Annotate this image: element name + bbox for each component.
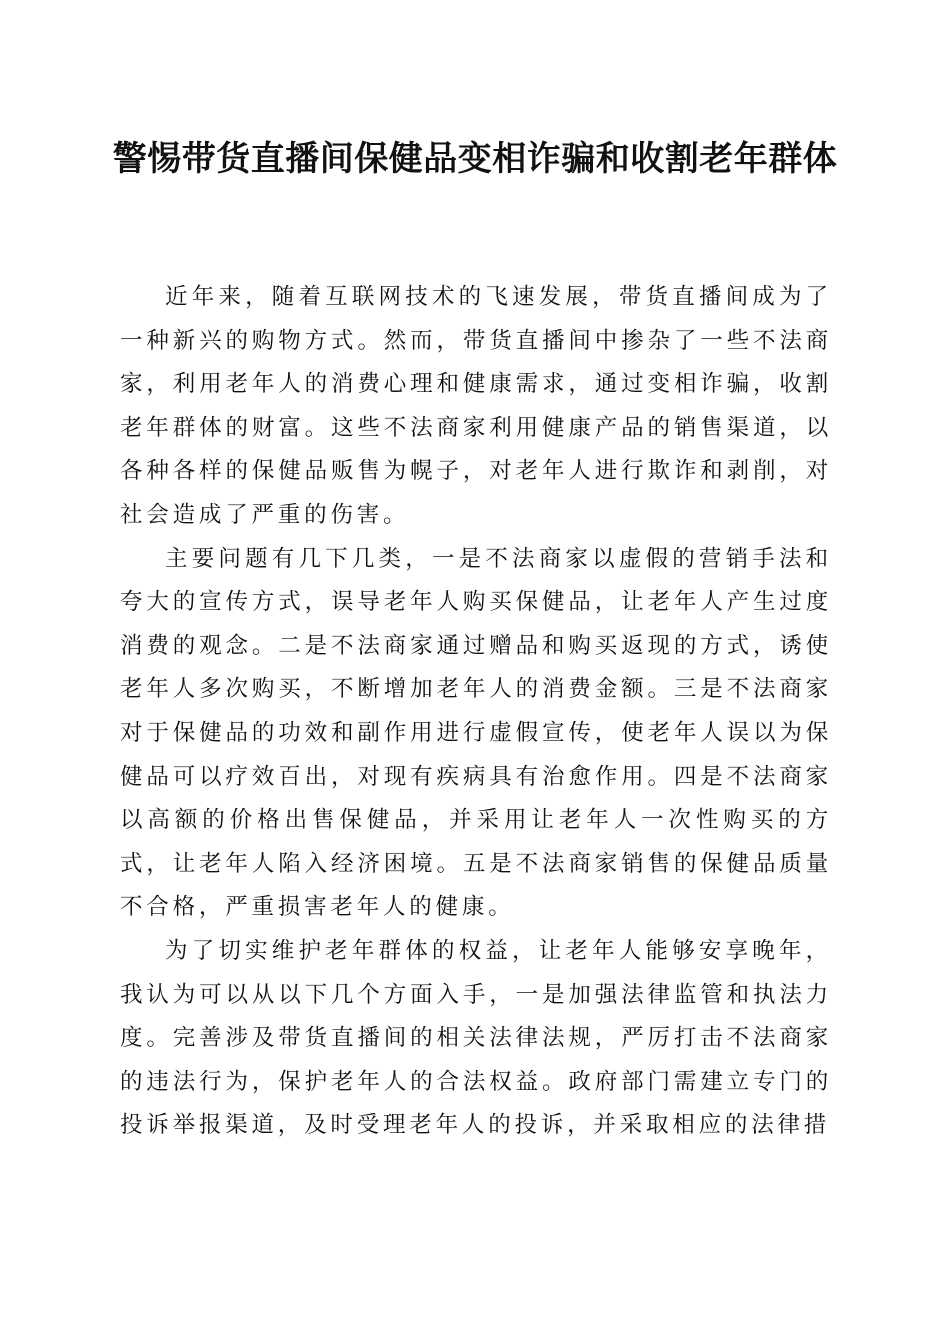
paragraph-intro: 近年来，随着互联网技术的飞速发展，带货直播间成为了一种新兴的购物方式。然而，带货直播间中掺杂了一些不法商家，利用老年人的消费心理和健康需求，通过变相诈骗，收割老年群体的财富。这些不法商家利用健康产品的销售渠道，以各种各样的保健品贩售为幌子，对老年人进行欺诈和剥削，对社会造成了严重的伤害。: [120, 284, 832, 528]
paragraph-problems: 主要问题有几下几类，一是不法商家以虚假的营销手法和夸大的宣传方式，误导老年人购买保健品，让老年人产生过度消费的观念。二是不法商家通过赠品和购买返现的方式，诱使老年人多次购买，不断增加老年人的消费金额。三是不法商家对于保健品的功效和副作用进行虚假宣传，使老年人误以为保健品可以疗效百出，对现有疾病具有治愈作用。四是不法商家以高额的价格出售保健品，并采用让老年人一次性购买的方式，让老年人陷入经济困境。五是不法商家销售的保健品质量不合格，严重损害老年人的健康。: [120, 545, 832, 921]
document-title: 警惕带货直播间保健品变相诈骗和收割老年群体: [112, 139, 838, 179]
document-body: [120, 276, 832, 1148]
paragraph-solutions: 为了切实维护老年群体的权益，让老年人能够安享晚年，我认为可以从以下几个方面入手，一是加强法律监管和执法力度。完善涉及带货直播间的相关法律法规，严厉打击不法商家的违法行为，保护老年人的合法权益。政府部门需建立专门的投诉举报渠道，及时受理老年人的投诉，并采取相应的法律措: [120, 937, 832, 1139]
